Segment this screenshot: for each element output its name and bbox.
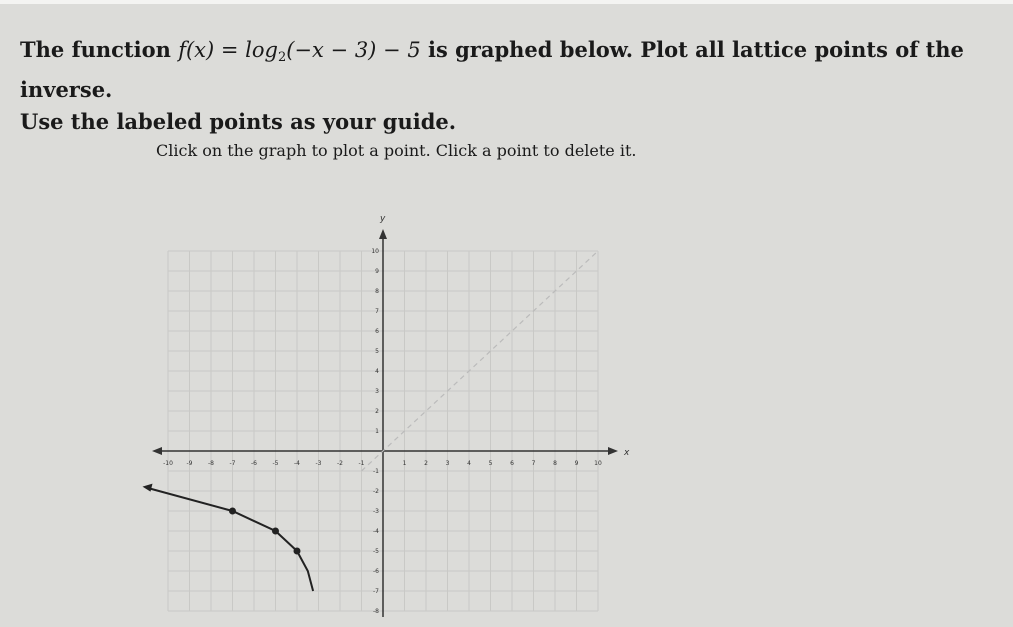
x-tick-label: 5 [488,460,493,467]
x-tick-label: -2 [337,460,343,467]
question-text [20,34,1005,138]
x-tick-label: -3 [315,460,322,467]
x-axis-arrow-right [608,447,618,455]
question-line2: Use the labeled points as your guide. [20,109,457,134]
x-tick-label: -10 [163,460,173,467]
x-tick-label: -6 [251,460,257,467]
x-tick-label: 7 [531,460,536,467]
x-tick-label: -9 [186,460,193,467]
y-tick-label: 9 [375,268,379,275]
axes [152,229,618,617]
labeled-point [229,508,236,515]
coordinate-graph[interactable] [0,195,640,623]
x-tick-label: -8 [208,460,214,467]
question-rest: is graphed below. Plot all lattice points of the inverse. [20,37,964,102]
instruction-text: Click on the graph to plot a point. Click a point to delete it. [156,141,637,160]
x-tick-label: 3 [445,460,450,467]
y-tick-label: 10 [371,248,379,255]
x-tick-label: 10 [594,460,602,467]
y-axis-arrow-up [379,229,387,239]
y-tick-label: 8 [375,288,379,295]
y-tick-label: -1 [373,468,379,475]
y-tick-label: 4 [375,368,379,375]
labeled-point [294,548,301,555]
y-tick-label: -6 [373,568,379,575]
x-tick-label: 6 [510,460,514,467]
y-tick-label: 3 [375,388,379,395]
function-expression: $f(x) = \log_2(-x - 3) - 5$ [178,38,421,65]
curve-arrow [143,484,153,492]
question-intro: The function [20,37,171,62]
graph-container[interactable] [0,195,640,623]
x-tick-label: 4 [467,460,471,467]
y-axis-label: y [380,214,386,224]
x-tick-label: -1 [358,460,365,467]
y-tick-label: 1 [375,428,379,435]
function-curve [147,488,314,591]
tick-labels [163,214,630,615]
x-tick-label: 2 [424,460,428,467]
x-axis-label: x [624,448,630,458]
y-tick-label: 6 [375,328,379,335]
y-tick-label: -8 [373,608,379,615]
y-tick-label: -2 [373,488,379,495]
x-tick-label: 9 [574,460,579,467]
y-tick-label: -5 [373,548,379,555]
x-tick-label: -4 [294,460,300,467]
top-bar [0,0,1013,4]
y-tick-label: -3 [373,508,379,515]
y-tick-label: 2 [375,408,379,415]
x-axis-arrow-left [152,447,162,455]
labeled-point [272,528,279,535]
reference-line-y-equals-x [362,251,599,471]
y-tick-label: -7 [373,588,379,595]
y-tick-label: 5 [375,348,379,355]
y-tick-label: 7 [375,308,379,315]
y-tick-label: -4 [373,528,379,535]
x-tick-label: 1 [402,460,407,467]
x-tick-label: 8 [553,460,557,467]
x-tick-label: -5 [272,460,279,467]
x-tick-label: -7 [229,460,236,467]
